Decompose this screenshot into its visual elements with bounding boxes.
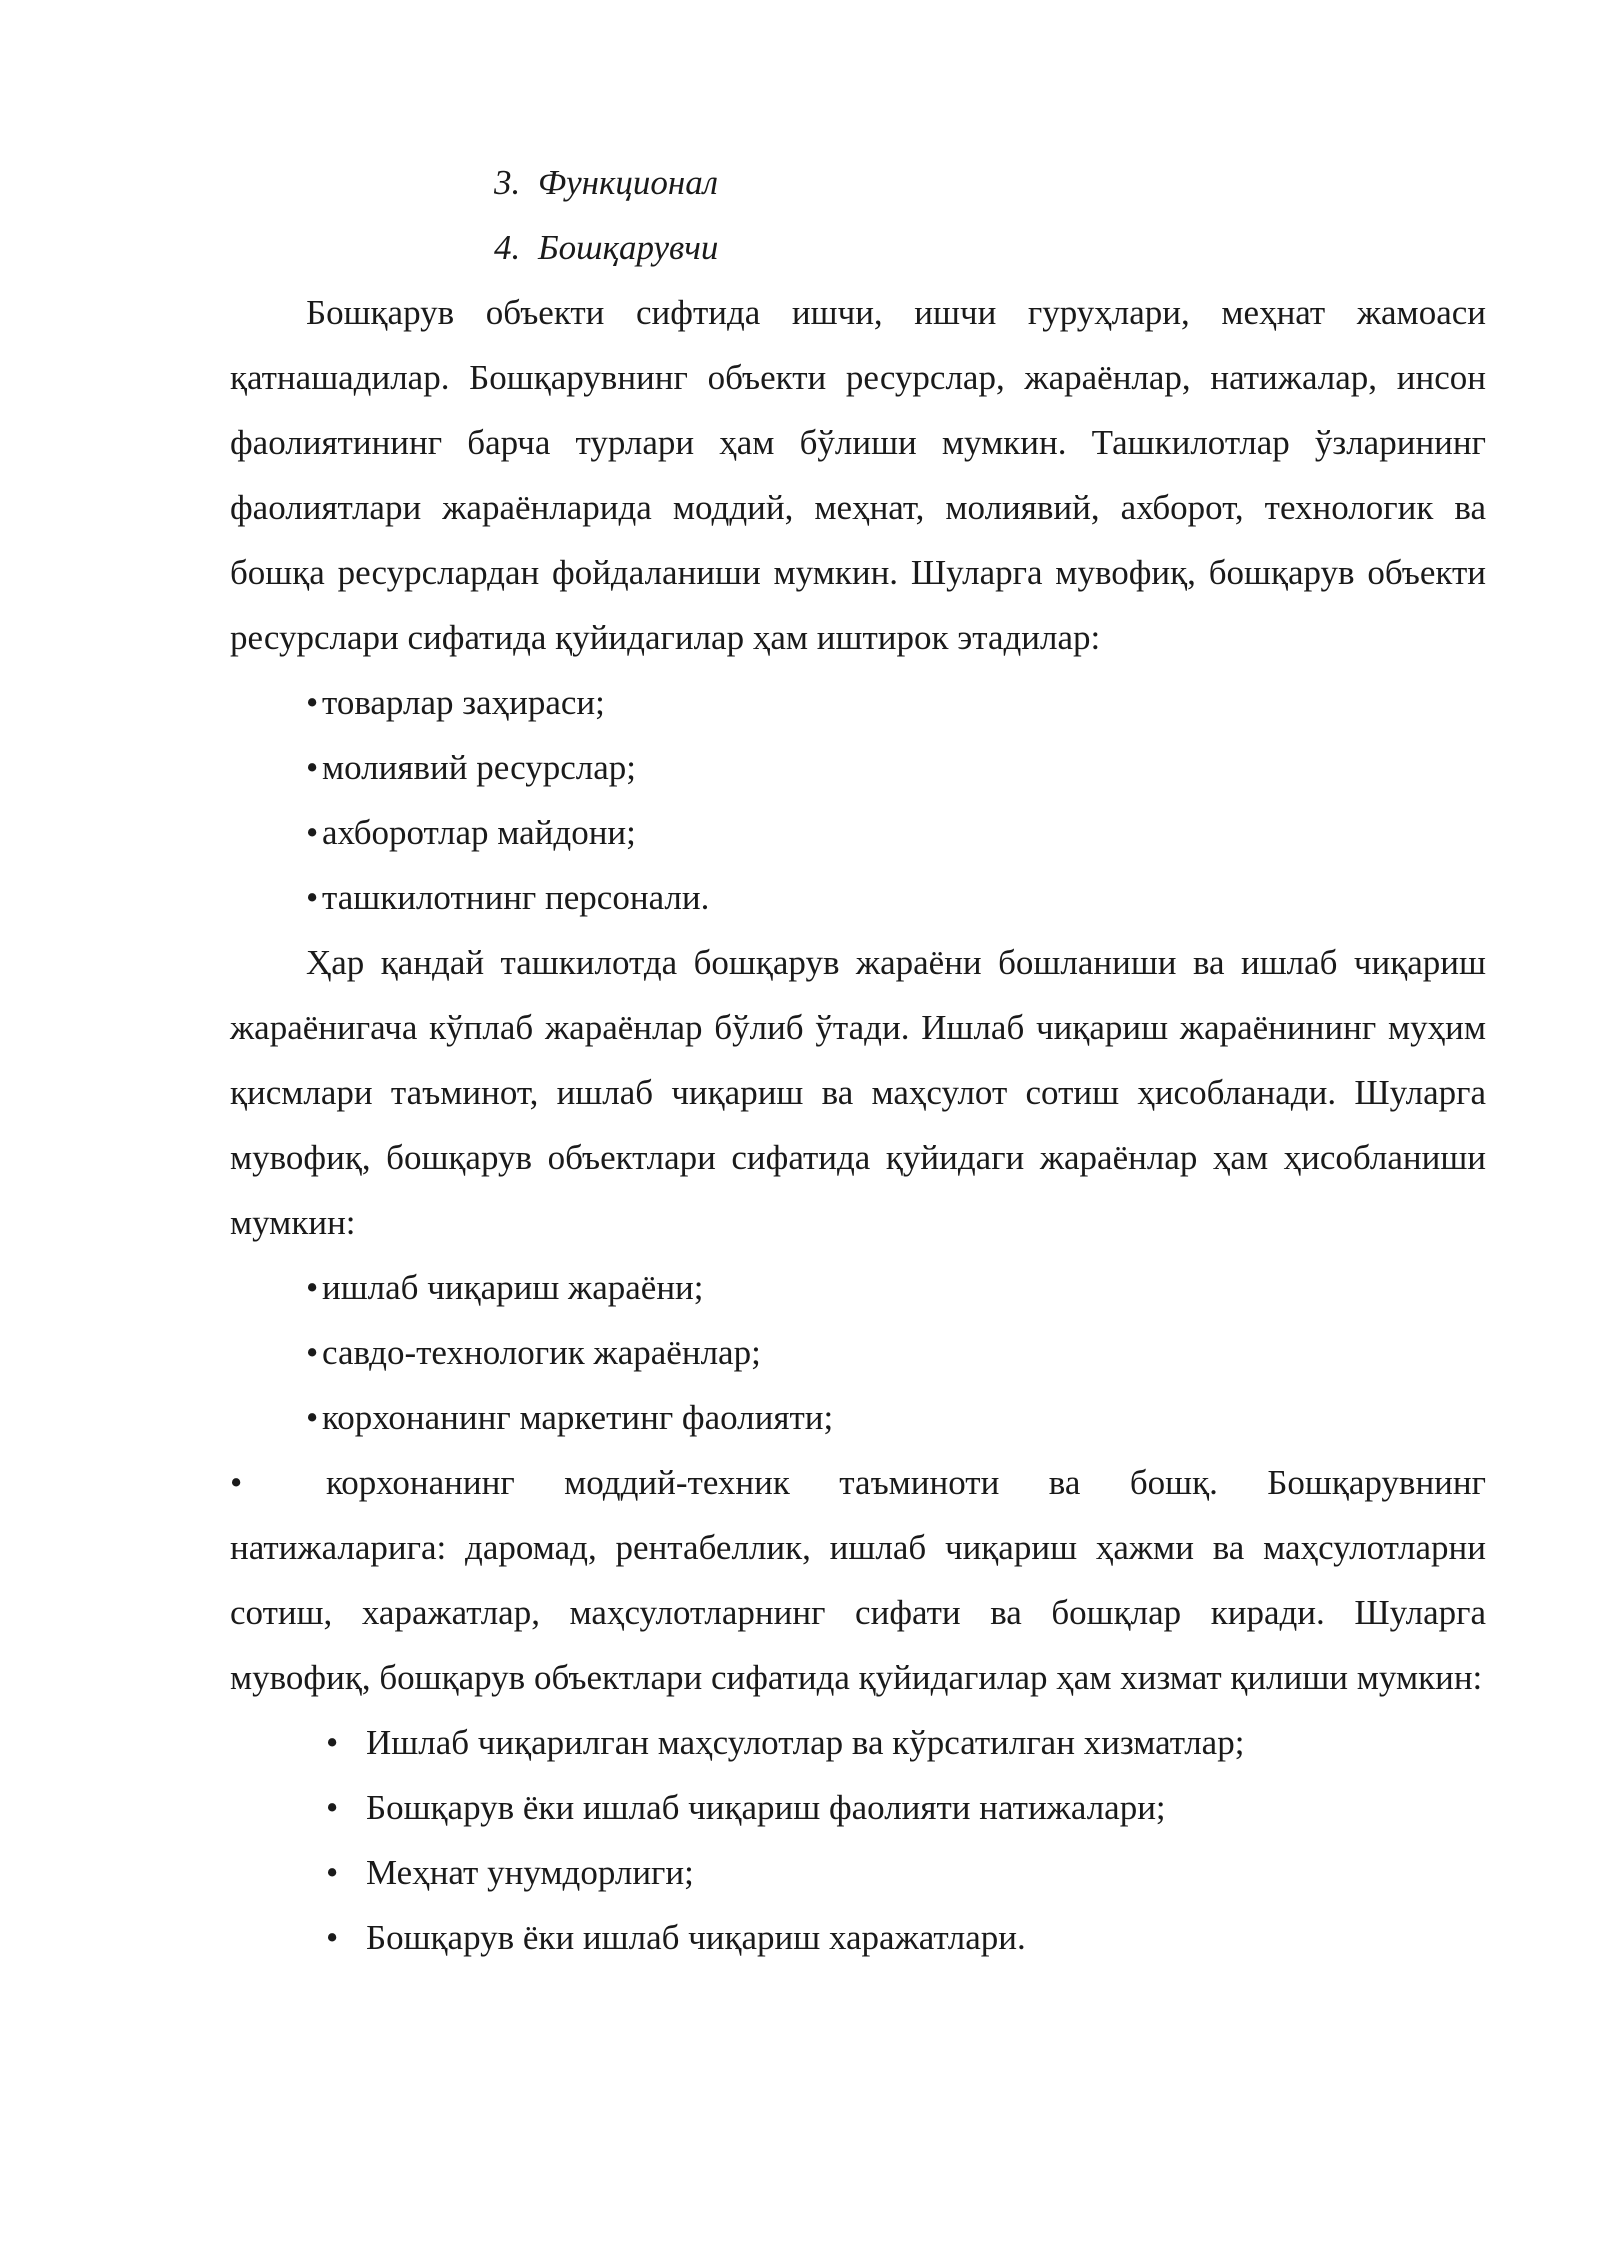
bullet-icon: • [306, 1268, 319, 1307]
paragraph-text: корхонанинг моддий-техник таъминоти ва бошқ. Бошқарувнинг натижаларига: даромад, рентабеллик, ишлаб чиқариш ҳажми ва маҳсулотларни сотиш, харажатлар, маҳсулотларнинг сифати ва бошқлар киради. Шуларга мувофиқ, бошқарув объектлари сифатида қуйидагилар ҳам хизмат қилиши мумкин: [230, 1463, 1486, 1697]
list-item [306, 800, 1486, 865]
paragraph: Бошқарув объекти сифтида ишчи, ишчи гуруҳлари, меҳнат жамоаси қатнашадилар. Бошқарувнинг объекти ресурслар, жараёнлар, натижалар, инсон фаолиятининг барча турлари ҳам бўлиши мумкин. Ташкилотлар ўзларининг фаолиятлари жараёнларида моддий, меҳнат, молиявий, ахборот, технологик ва бошқа ресурслардан фойдаланиши мумкин. Шуларга мувофиқ, бошқарув объекти ресурслари сифатида қуйидагилар ҳам иштирок этадилар: [230, 293, 1486, 657]
bullet-icon: • [306, 748, 319, 787]
list-item-text: ишлаб чиқариш жараёни; [322, 1268, 704, 1307]
list-item-text: ахборотлар майдони; [322, 813, 636, 852]
paragraph [230, 1450, 1486, 1710]
item-number: 3. [494, 163, 521, 202]
list-item [306, 735, 1486, 800]
list-item-text: Бошқарув ёки ишлаб чиқариш харажатлари. [366, 1918, 1026, 1957]
bullet-icon: • [306, 1398, 319, 1437]
list-item [306, 1255, 1486, 1320]
document-page [230, 150, 1486, 1970]
list-item-text: савдо-технологик жараёнлар; [322, 1333, 761, 1372]
list-item [306, 670, 1486, 735]
paragraph: Ҳар қандай ташкилотда бошқарув жараёни бошланиши ва ишлаб чиқариш жараёнигача кўплаб жараёнлар бўлиб ўтади. Ишлаб чиқариш жараёнининг муҳим қисмлари таъминот, ишлаб чиқариш ва маҳсулот сотиш ҳисобланади. Шуларга мувофиқ, бошқарув объектлари сифатида қуйидаги жараёнлар ҳам ҳисобланиши мумкин: [230, 943, 1486, 1242]
list-item [326, 1840, 1486, 1905]
item-number: 4. [494, 228, 521, 267]
list-item-text: товарлар заҳираси; [322, 683, 605, 722]
bullet-icon: • [306, 878, 319, 917]
bullet-icon: • [326, 1853, 339, 1892]
list-item-text: Ишлаб чиқарилган маҳсулотлар ва кўрсатилган хизматлар; [366, 1723, 1245, 1762]
bullet-icon: • [326, 1723, 339, 1762]
bullet-icon: • [326, 1788, 339, 1827]
list-item-text: ташкилотнинг персонали. [322, 878, 710, 917]
bullet-icon: • [230, 1463, 243, 1502]
list-item [306, 1320, 1486, 1385]
bullet-icon: • [306, 1333, 319, 1372]
list-item-text: корхонанинг маркетинг фаолияти; [322, 1398, 834, 1437]
list-item-text: молиявий ресурслар; [322, 748, 636, 787]
list-item [306, 1385, 1486, 1450]
item-text: Бошқарувчи [538, 228, 719, 267]
list-item [326, 1905, 1486, 1970]
list-item-text: Бошқарув ёки ишлаб чиқариш фаолияти натижалари; [366, 1788, 1166, 1827]
list-item [306, 865, 1486, 930]
numbered-item [494, 150, 1486, 215]
bullet-icon: • [306, 813, 319, 852]
bullet-icon: • [306, 683, 319, 722]
numbered-item [494, 215, 1486, 280]
list-item [326, 1775, 1486, 1840]
item-text: Функционал [538, 163, 719, 202]
bullet-icon: • [326, 1918, 339, 1957]
list-item-text: Меҳнат унумдорлиги; [366, 1853, 694, 1892]
list-item [326, 1710, 1486, 1775]
